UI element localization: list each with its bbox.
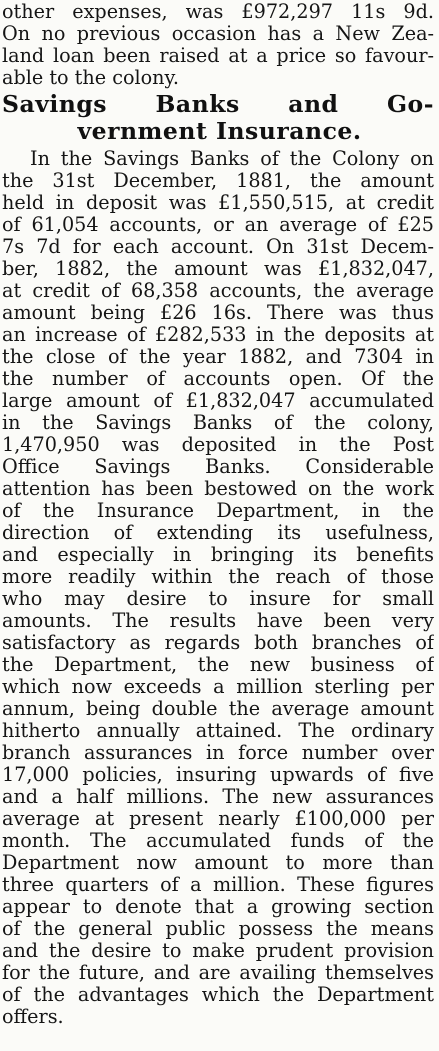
body-line: of the general public possess the means bbox=[2, 917, 434, 940]
body-line: of the Insurance Department, in the bbox=[2, 499, 434, 522]
intro-line: land loan been raised at a price so favour- bbox=[2, 44, 434, 67]
body-line: average at present nearly £100,000 per bbox=[2, 807, 434, 830]
intro-line: able to the colony. bbox=[2, 66, 179, 89]
body-line: held in deposit was £1,550,515, at credit bbox=[2, 191, 434, 214]
body-line: the 31st December, 1881, the amount bbox=[2, 169, 434, 192]
body-line: who may desire to insure for small bbox=[2, 587, 434, 610]
body-line: Office Savings Banks. Considerable bbox=[2, 455, 434, 478]
body-line: annum, being double the average amount bbox=[2, 697, 434, 720]
section-heading-line-2: vernment Insurance. bbox=[77, 117, 362, 145]
body-line: large amount of £1,832,047 accumulated bbox=[2, 389, 434, 412]
body-line: 1,470,950 was deposited in the Post bbox=[2, 433, 434, 456]
body-line: the Department, the new business of bbox=[2, 653, 434, 676]
body-line-first: In the Savings Banks of the Colony on bbox=[30, 147, 434, 170]
intro-line: other expenses, was £972,297 11s 9d. bbox=[2, 0, 434, 23]
body-line: at credit of 68,358 accounts, the average bbox=[2, 279, 434, 302]
body-line: 17,000 policies, insuring upwards of five bbox=[2, 763, 434, 786]
body-line: Department now amount to more than bbox=[2, 851, 434, 874]
body-line: of the advantages which the Department bbox=[2, 983, 434, 1006]
body-line: and especially in bringing its benefits bbox=[2, 543, 434, 566]
body-line: appear to denote that a growing section bbox=[2, 895, 434, 918]
body-line: 7s 7d for each account. On 31st Decem- bbox=[2, 235, 434, 258]
body-line: of 61,054 accounts, or an average of £25 bbox=[2, 213, 434, 236]
body-line: which now exceeds a million sterling per bbox=[2, 675, 434, 698]
body-line: and a half millions. The new assurances bbox=[2, 785, 434, 808]
body-line: for the future, and are availing themselves bbox=[2, 961, 434, 984]
body-line: branch assurances in force number over bbox=[2, 741, 434, 764]
body-line: hitherto annually attained. The ordinary bbox=[2, 719, 434, 742]
body-line: the number of accounts open. Of the bbox=[2, 367, 434, 390]
body-line: and the desire to make prudent provision bbox=[2, 939, 434, 962]
body-line: more readily within the reach of those bbox=[2, 565, 434, 588]
body-line: satisfactory as regards both branches of bbox=[2, 631, 434, 654]
body-line: ber, 1882, the amount was £1,832,047, bbox=[2, 257, 434, 280]
body-line: three quarters of a million. These figures bbox=[2, 873, 434, 896]
body-line: amount being £26 16s. There was thus bbox=[2, 301, 434, 324]
body-line: an increase of £282,533 in the deposits at bbox=[2, 323, 434, 346]
body-line: attention has been bestowed on the work bbox=[2, 477, 434, 500]
body-line: amounts. The results have been very bbox=[2, 609, 434, 632]
body-line: direction of extending its usefulness, bbox=[2, 521, 434, 544]
body-line: month. The accumulated funds of the bbox=[2, 829, 434, 852]
body-line: in the Savings Banks of the colony, bbox=[2, 411, 434, 434]
body-line-last: offers. bbox=[2, 1005, 64, 1028]
body-line: the close of the year 1882, and 7304 in bbox=[2, 345, 434, 368]
intro-line: On no previous occasion has a New Zea- bbox=[2, 22, 434, 45]
section-heading-line-1: Savings Banks and Go- bbox=[2, 90, 434, 118]
